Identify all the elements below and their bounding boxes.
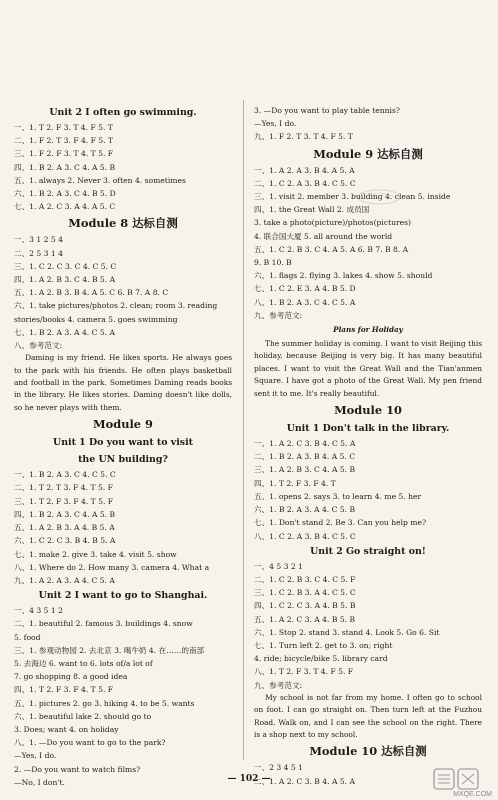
- answer-line: 七、1. make 2. give 3. take 4. visit 5. show: [14, 549, 177, 559]
- sample-essay: Daming is my friend. He likes sports. He always goes to the park with his friends. He often plays basketball and football in the park. Sometimes Daming reads books in the library. He likes stories. Daming doesn't like dolls, so he never plays with them.: [14, 353, 232, 412]
- answer-line: 一、4 5 3 2 1: [254, 561, 303, 571]
- section-heading: Unit 1 Do you want to visit: [53, 437, 193, 449]
- answer-line: 二、1. A 2. C 3. B 4. A 5. A: [254, 776, 355, 786]
- section-heading: Module 9 达标自测: [313, 146, 423, 161]
- answer-line: 八、参考范文:: [14, 341, 63, 351]
- sample-essay: My school is not far from my home. I often go to school on foot. I can go straight on. Then turn left at the Fuzhou Road. Walk on, and I can see the school on the right. There is a shop next to my school.: [254, 692, 482, 739]
- answer-line: 4. 联合国大厦 5. all around the world: [254, 231, 393, 241]
- answer-line: 二、1. B 2. A 3. B 4. A 5. C: [254, 452, 356, 462]
- answer-line: 一、1. T 2. F 3. T 4. F 5. T: [14, 123, 113, 132]
- answer-line: 三、1. 参观动物园 2. 去北京 3. 喝牛奶 4. 在……的南部: [14, 645, 205, 655]
- answer-line: 四、1. B 2. A 3. C 4. A 5. B: [14, 509, 116, 519]
- answer-line: 二、1. beautiful 2. famous 3. buildings 4. snow: [14, 619, 193, 629]
- answer-line: 九、参考范文:: [254, 680, 303, 690]
- stamp-mark-icon: [356, 188, 402, 206]
- answer-line: 7. go shopping 8. a good idea: [14, 672, 128, 682]
- section-heading: Unit 2 I want to go to Shanghai.: [38, 590, 208, 602]
- answer-line: 4. ride; bicycle/bike 5. library card: [254, 654, 388, 664]
- section-heading: the UN building?: [78, 454, 168, 466]
- answer-line: 六、1. B 2. A 3. A 4. C 5. B: [254, 505, 356, 515]
- answer-line: 四、1. C 2. C 3. A 4. B 5. B: [254, 601, 356, 611]
- answer-line: 三、1. visit 2. member 3. building 4. clean 5. inside: [254, 192, 451, 202]
- answer-line: 四、1. A 2. B 3. C 4. B 5. A: [14, 275, 116, 285]
- answer-line: 二、1. T 2. T 3. F 4. T 5. F: [14, 483, 113, 493]
- section-heading: Unit 2 I often go swimming.: [49, 107, 197, 118]
- answer-line: 四、1. T 2. F 3. F 4. T: [254, 478, 336, 488]
- answer-line: 二、2 5 3 1 4: [14, 248, 63, 258]
- answer-line: 六、1. C 2. C 3. B 4. B 5. A: [14, 536, 116, 546]
- answer-line: —No, I don't.: [14, 777, 65, 787]
- left-column: [14, 104, 232, 789]
- answer-line: 三、1. C 2. C 3. C 4. C 5. C: [14, 261, 117, 271]
- answer-line: 七、1. B 2. A 3. A 4. C 5. A: [14, 327, 115, 337]
- answer-line: 六、1. beautiful lake 2. should go to: [14, 711, 152, 721]
- answer-line: 八、1. C 2. A 3. B 4. C 5. C: [254, 531, 356, 541]
- answer-line: 六、1. B 2. A 3. C 4. B 5. D: [14, 189, 116, 199]
- answer-line: 三、1. T 2. F 3. F 4. T 5. F: [14, 496, 114, 506]
- answer-line: 五、1. pictures 2. go 3. hiking 4. to be 5. wants: [14, 698, 195, 708]
- column-divider: [243, 100, 244, 760]
- answer-line: 四、1. B 2. A 3. C 4. A 5. B: [14, 162, 116, 172]
- answer-line: 三、1. A 2. B 3. C 4. A 5. B: [254, 465, 356, 475]
- answer-line: —Yes, I do.: [254, 119, 297, 129]
- answer-line: 九、1. A 2. A 3. A 4. C 5. A: [14, 575, 115, 585]
- answer-line: 八、1. —Do you want to go to the park?: [14, 738, 166, 748]
- answer-line: 七、1. Turn left 2. get to 3. on; right: [254, 640, 393, 650]
- answer-line: 一、1. B 2. A 3. C 4. C 5. C: [14, 470, 116, 480]
- answer-line: 五、1. A 2. B 3. B 4. A 5. C 6. B 7. A 8. C: [14, 288, 169, 298]
- answer-line: 5. food: [14, 632, 41, 642]
- answer-line: 四、1. T 2. F 3. F 4. T 5. F: [14, 685, 114, 695]
- answer-line: 六、1. take pictures/photos 2. clean; room 3. reading: [14, 301, 218, 311]
- answer-line: 3. —Do you want to play table tennis?: [254, 106, 400, 115]
- answer-line: 二、1. C 2. A 3. B 4. C 5. C: [254, 178, 356, 188]
- section-heading: Module 9: [93, 417, 153, 432]
- answer-line: 一、3 1 2 5 4: [14, 235, 63, 245]
- answer-line: 七、1. A 2. C 3. A 4. A 5. C: [14, 202, 116, 212]
- section-heading: Unit 2 Go straight on!: [310, 545, 426, 557]
- page-number: — 102 —: [227, 774, 271, 784]
- answer-line: 九、参考范文:: [254, 310, 303, 320]
- answer-line: 七、1. C 2. E 3. A 4. B 5. D: [254, 284, 356, 294]
- answer-line: 一、4 3 5 1 2: [14, 606, 63, 616]
- section-heading: Module 8 达标自测: [68, 216, 178, 231]
- section-heading: Module 10: [334, 403, 402, 418]
- answer-line: 六、1. Stop 2. stand 3. stand 4. Look 5. Go 6. Sit: [254, 627, 440, 637]
- answer-line: 二、1. C 2. B 3. C 4. C 5. F: [254, 574, 356, 584]
- answer-line: stories/books 4. camera 5. goes swimming: [14, 314, 178, 324]
- answer-line: 三、1. C 2. B 3. A 4. C 5. C: [254, 588, 356, 598]
- answer-line: 五、1. C 2. B 3. C 4. A 5. A 6. B 7. B 8. A: [254, 244, 409, 254]
- section-heading: Module 10 达标自测: [309, 744, 427, 759]
- answer-line: 2. —Do you want to watch films?: [14, 764, 141, 774]
- answer-line: 一、2 3 4 5 1: [254, 763, 303, 773]
- right-column: [254, 104, 482, 788]
- sample-essay: The summer holiday is coming. I want to visit Beijing this holiday, because Beijing is very big. It has many beautiful places. I want to visit the Great Wall and the Tian'anmen Square. I have got a photo of the Great Wall. My pen friend sent it to me. It's really beautiful.: [254, 339, 482, 398]
- answer-line: 五、1. opens 2. says 3. to learn 4. me 5. her: [254, 491, 422, 501]
- answer-line: 六、1. flags 2. flying 3. lakes 4. show 5. should: [254, 271, 433, 281]
- section-heading: Unit 1 Don't talk in the library.: [286, 423, 450, 435]
- answer-line: —Yes, I do.: [14, 751, 57, 761]
- answer-line: 四、1. the Great Wall 2. 成员国: [254, 205, 370, 215]
- answer-line: 五、1. always 2. Never 3. often 4. sometimes: [14, 175, 186, 185]
- answer-line: 八、1. T 2. F 3. T 4. F 5. F: [254, 667, 354, 677]
- answer-line: 九、1. F 2. T 3. T 4. F 5. T: [254, 132, 353, 142]
- answer-line: 三、1. F 2. F 3. T 4. T 5. F: [14, 149, 114, 159]
- answer-line: 二、1. F 2. T 3. F 4. F 5. T: [14, 136, 114, 146]
- answer-line: 八、1. B 2. A 3. C 4. C 5. A: [254, 297, 356, 307]
- answer-line: 八、1. Where do 2. How many 3. camera 4. What a: [14, 562, 210, 572]
- answer-line: 一、1. A 2. A 3. B 4. A 5. A: [254, 165, 355, 175]
- answer-line: 3. take a photo(picture)/photos(pictures): [254, 218, 412, 228]
- section-heading: Plans for Holiday: [333, 325, 403, 335]
- answer-line: 七、1. Don't stand 2. Be 3. Can you help me?: [254, 518, 427, 528]
- answer-line: 五、1. A 2. B 3. A 4. B 5. A: [14, 523, 115, 533]
- answer-line: 9. B 10. B: [254, 258, 292, 268]
- answer-line: 5. 去海边 6. want to 6. lots of/a lot of: [14, 658, 153, 668]
- answer-line: 3. Does; want 4. on holiday: [14, 724, 119, 734]
- answer-line: 五、1. A 2. C 3. A 4. B 5. B: [254, 614, 356, 624]
- answer-line: 一、1. A 2. C 3. B 4. C 5. A: [254, 439, 356, 449]
- watermark-text: MXQE.COM: [453, 791, 492, 798]
